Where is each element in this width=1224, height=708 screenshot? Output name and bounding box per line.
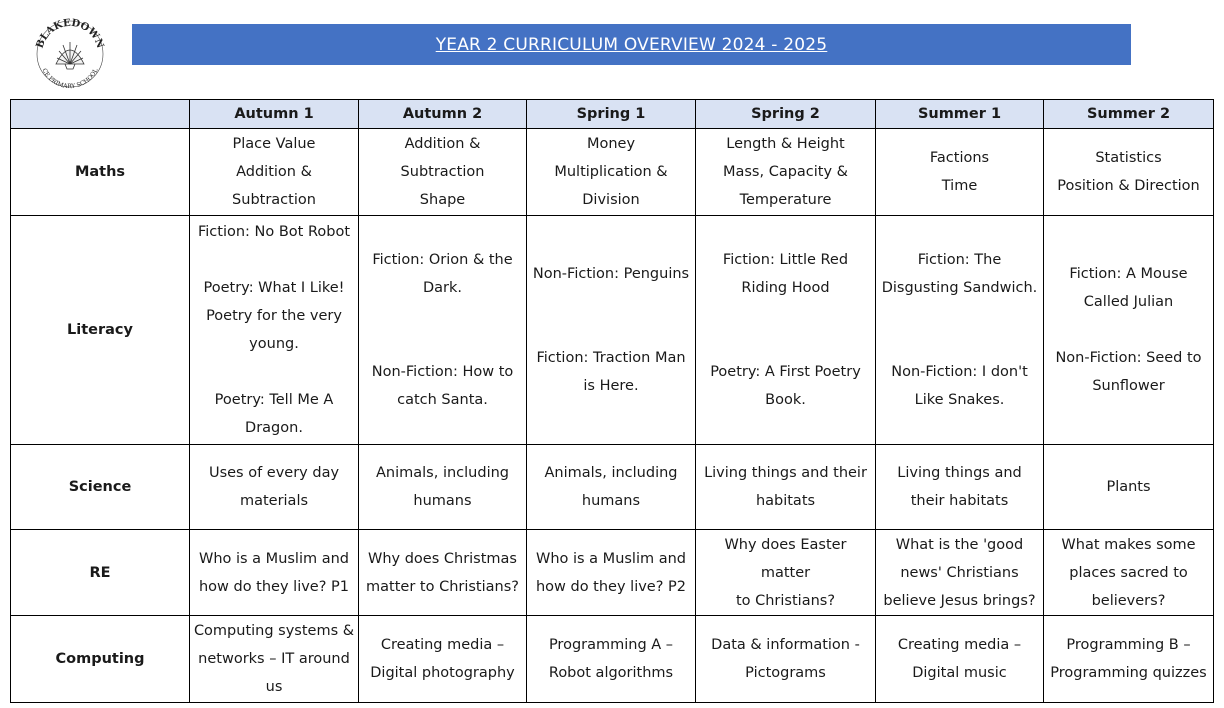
- cell-text: Non-Fiction: I don't: [891, 364, 1028, 380]
- cell-text: Book.: [765, 392, 806, 408]
- subject-label: Literacy: [11, 216, 190, 445]
- cell-text: Computing systems &: [193, 623, 355, 639]
- cell-text: Like Snakes.: [914, 392, 1005, 408]
- table-row-science: [11, 445, 1214, 530]
- logo-name: BLAKEDOWN: [34, 17, 106, 50]
- cell-text: Programming quizzes: [1050, 665, 1207, 681]
- cell-text: Pictograms: [745, 665, 826, 681]
- cell-text: Fiction: Orion & the: [372, 252, 513, 268]
- curriculum-cell: [696, 129, 876, 216]
- curriculum-cell: [696, 445, 876, 530]
- cell-text: how do they live? P2: [535, 578, 687, 595]
- header-row: [11, 100, 1214, 129]
- cell-text: believers?: [1091, 592, 1166, 609]
- curriculum-cell: [1044, 216, 1214, 445]
- cell-text: Non-Fiction: How to: [371, 364, 514, 380]
- cell-text: Why does Christmas: [368, 550, 517, 567]
- cell-text: Temperature: [739, 192, 832, 208]
- curriculum-cell: [527, 216, 696, 445]
- page-title: YEAR 2 CURRICULUM OVERVIEW 2024 - 2025: [435, 34, 828, 55]
- cell-text: is Here.: [583, 378, 639, 394]
- cell-text: Length & Height: [726, 136, 845, 152]
- table-row-literacy: [11, 216, 1214, 445]
- line-gap: [1047, 316, 1210, 344]
- subject-label: Science: [11, 445, 190, 530]
- logo-school: CE PRIMARY SCHOOL: [40, 67, 100, 90]
- curriculum-cell: [696, 216, 876, 445]
- header-cell-blank: [11, 100, 190, 129]
- curriculum-cell: [876, 530, 1044, 616]
- cell-text: Poetry for the very: [206, 308, 342, 324]
- curriculum-cell: [190, 530, 359, 616]
- cell-text: Addition &: [236, 164, 312, 180]
- cell-text: Division: [582, 192, 640, 208]
- cell-text: catch Santa.: [397, 392, 488, 408]
- cell-text: Who is a Muslim and: [198, 550, 350, 567]
- cell-text: Shape: [419, 192, 466, 208]
- cell-text: Data & information -: [711, 637, 860, 653]
- cell-text: Digital photography: [370, 665, 515, 681]
- cell-text: Subtraction: [232, 192, 316, 208]
- table-row-maths: [11, 129, 1214, 216]
- cell-text: Disgusting Sandwich.: [881, 280, 1038, 296]
- curriculum-cell: [876, 445, 1044, 530]
- header-cell-autumn-2: Autumn 2: [359, 100, 527, 129]
- curriculum-cell: [876, 216, 1044, 445]
- cell-text: Who is a Muslim and: [535, 550, 687, 567]
- cell-text: What is the 'good: [895, 536, 1024, 553]
- line-gap: [362, 330, 523, 358]
- curriculum-cell: [190, 445, 359, 530]
- curriculum-table: [10, 99, 1214, 703]
- line-gap: [193, 358, 355, 386]
- cell-text: Poetry: What I Like!: [203, 280, 345, 296]
- cell-text: Non-Fiction: Seed to: [1055, 350, 1202, 366]
- subject-label: Maths: [11, 129, 190, 216]
- cell-text: Living things and their: [704, 465, 867, 481]
- cell-text: Money: [586, 136, 636, 152]
- curriculum-cell: [527, 129, 696, 216]
- cell-text: Place Value: [232, 136, 316, 152]
- cell-text: Fiction: No Bot Robot: [197, 224, 351, 240]
- curriculum-cell: [359, 445, 527, 530]
- curriculum-cell: [876, 616, 1044, 703]
- cell-text: Multiplication &: [554, 164, 668, 180]
- cell-text: Living things and: [897, 465, 1022, 481]
- cell-text: believe Jesus brings?: [883, 592, 1036, 609]
- curriculum-cell: [1044, 530, 1214, 616]
- subject-label: RE: [11, 530, 190, 616]
- cell-text: Mass, Capacity &: [722, 164, 848, 180]
- cell-text: Fiction: A Mouse: [1069, 266, 1188, 282]
- cell-text: Poetry: Tell Me A: [214, 392, 334, 408]
- curriculum-cell: [527, 616, 696, 703]
- line-gap: [879, 302, 1040, 330]
- cell-text: Fiction: Little Red: [722, 252, 849, 268]
- school-logo: [32, 14, 108, 90]
- line-gap: [193, 246, 355, 274]
- line-gap: [530, 288, 692, 316]
- cell-text: Plants: [1106, 479, 1151, 495]
- cell-text: Subtraction: [400, 164, 485, 180]
- cell-text: Factions: [929, 150, 990, 166]
- title-banner: [132, 24, 1131, 65]
- cell-text: Called Julian: [1083, 294, 1174, 310]
- cell-text: young.: [249, 336, 299, 352]
- cell-text: Digital music: [912, 665, 1007, 681]
- cell-text: networks – IT around: [198, 651, 350, 667]
- cell-text: Programming B –: [1066, 637, 1191, 653]
- curriculum-cell: [696, 530, 876, 616]
- cell-text: Creating media –: [897, 637, 1022, 653]
- cell-text: news' Christians: [900, 564, 1019, 581]
- line-gap: [362, 302, 523, 330]
- header-cell-spring-2: Spring 2: [696, 100, 876, 129]
- curriculum-cell: [190, 216, 359, 445]
- cell-text: Fiction: Traction Man: [536, 350, 686, 366]
- line-gap: [699, 302, 872, 330]
- cell-text: Non-Fiction: Penguins: [532, 266, 690, 282]
- curriculum-cell: [359, 616, 527, 703]
- cell-text: Poetry: A First Poetry: [710, 364, 861, 380]
- cell-text: Robot algorithms: [548, 665, 674, 681]
- subject-label: Computing: [11, 616, 190, 703]
- curriculum-cell: [1044, 129, 1214, 216]
- cell-text: Position & Direction: [1057, 178, 1200, 194]
- cell-text: their habitats: [910, 493, 1009, 509]
- cell-text: Uses of every day: [208, 465, 340, 481]
- cell-text: Fiction: The: [917, 252, 1002, 268]
- cell-text: Programming A –: [548, 637, 674, 653]
- cell-text: Why does Easter matter: [724, 536, 847, 581]
- curriculum-cell: [1044, 445, 1214, 530]
- curriculum-cell: [1044, 616, 1214, 703]
- cell-text: Statistics: [1095, 150, 1162, 166]
- line-gap: [879, 330, 1040, 358]
- curriculum-cell: [359, 129, 527, 216]
- table-row-re: [11, 530, 1214, 616]
- curriculum-cell: [190, 129, 359, 216]
- cell-text: What makes some: [1061, 536, 1196, 553]
- cell-text: how do they live? P1: [198, 578, 350, 595]
- cell-text: Dark.: [422, 280, 463, 296]
- cell-text: materials: [239, 493, 309, 509]
- cell-text: Dragon.: [245, 420, 303, 436]
- header-cell-summer-2: Summer 2: [1044, 100, 1214, 129]
- table-row-computing: [11, 616, 1214, 703]
- line-gap: [699, 330, 872, 358]
- cell-text: Riding Hood: [741, 280, 830, 296]
- cell-text: humans: [581, 493, 641, 509]
- curriculum-cell: [527, 445, 696, 530]
- shell-crest-icon: [32, 14, 108, 90]
- header-cell-summer-1: Summer 1: [876, 100, 1044, 129]
- curriculum-cell: [190, 616, 359, 703]
- cell-text: humans: [413, 493, 472, 509]
- cell-text: Animals, including: [376, 465, 509, 481]
- header-cell-autumn-1: Autumn 1: [190, 100, 359, 129]
- curriculum-cell: [359, 530, 527, 616]
- cell-text: to Christians?: [735, 592, 836, 609]
- curriculum-cell: [359, 216, 527, 445]
- line-gap: [530, 316, 692, 344]
- cell-text: us: [265, 679, 283, 695]
- curriculum-cell: [527, 530, 696, 616]
- curriculum-cell: [876, 129, 1044, 216]
- cell-text: habitats: [755, 493, 816, 509]
- cell-text: Time: [941, 178, 978, 194]
- cell-text: Animals, including: [544, 465, 678, 481]
- cell-text: Sunflower: [1092, 378, 1165, 394]
- cell-text: Creating media –: [380, 637, 505, 653]
- cell-text: matter to Christians?: [366, 578, 519, 595]
- cell-text: places sacred to: [1069, 564, 1188, 581]
- curriculum-cell: [696, 616, 876, 703]
- header-cell-spring-1: Spring 1: [527, 100, 696, 129]
- cell-text: Addition &: [404, 136, 481, 152]
